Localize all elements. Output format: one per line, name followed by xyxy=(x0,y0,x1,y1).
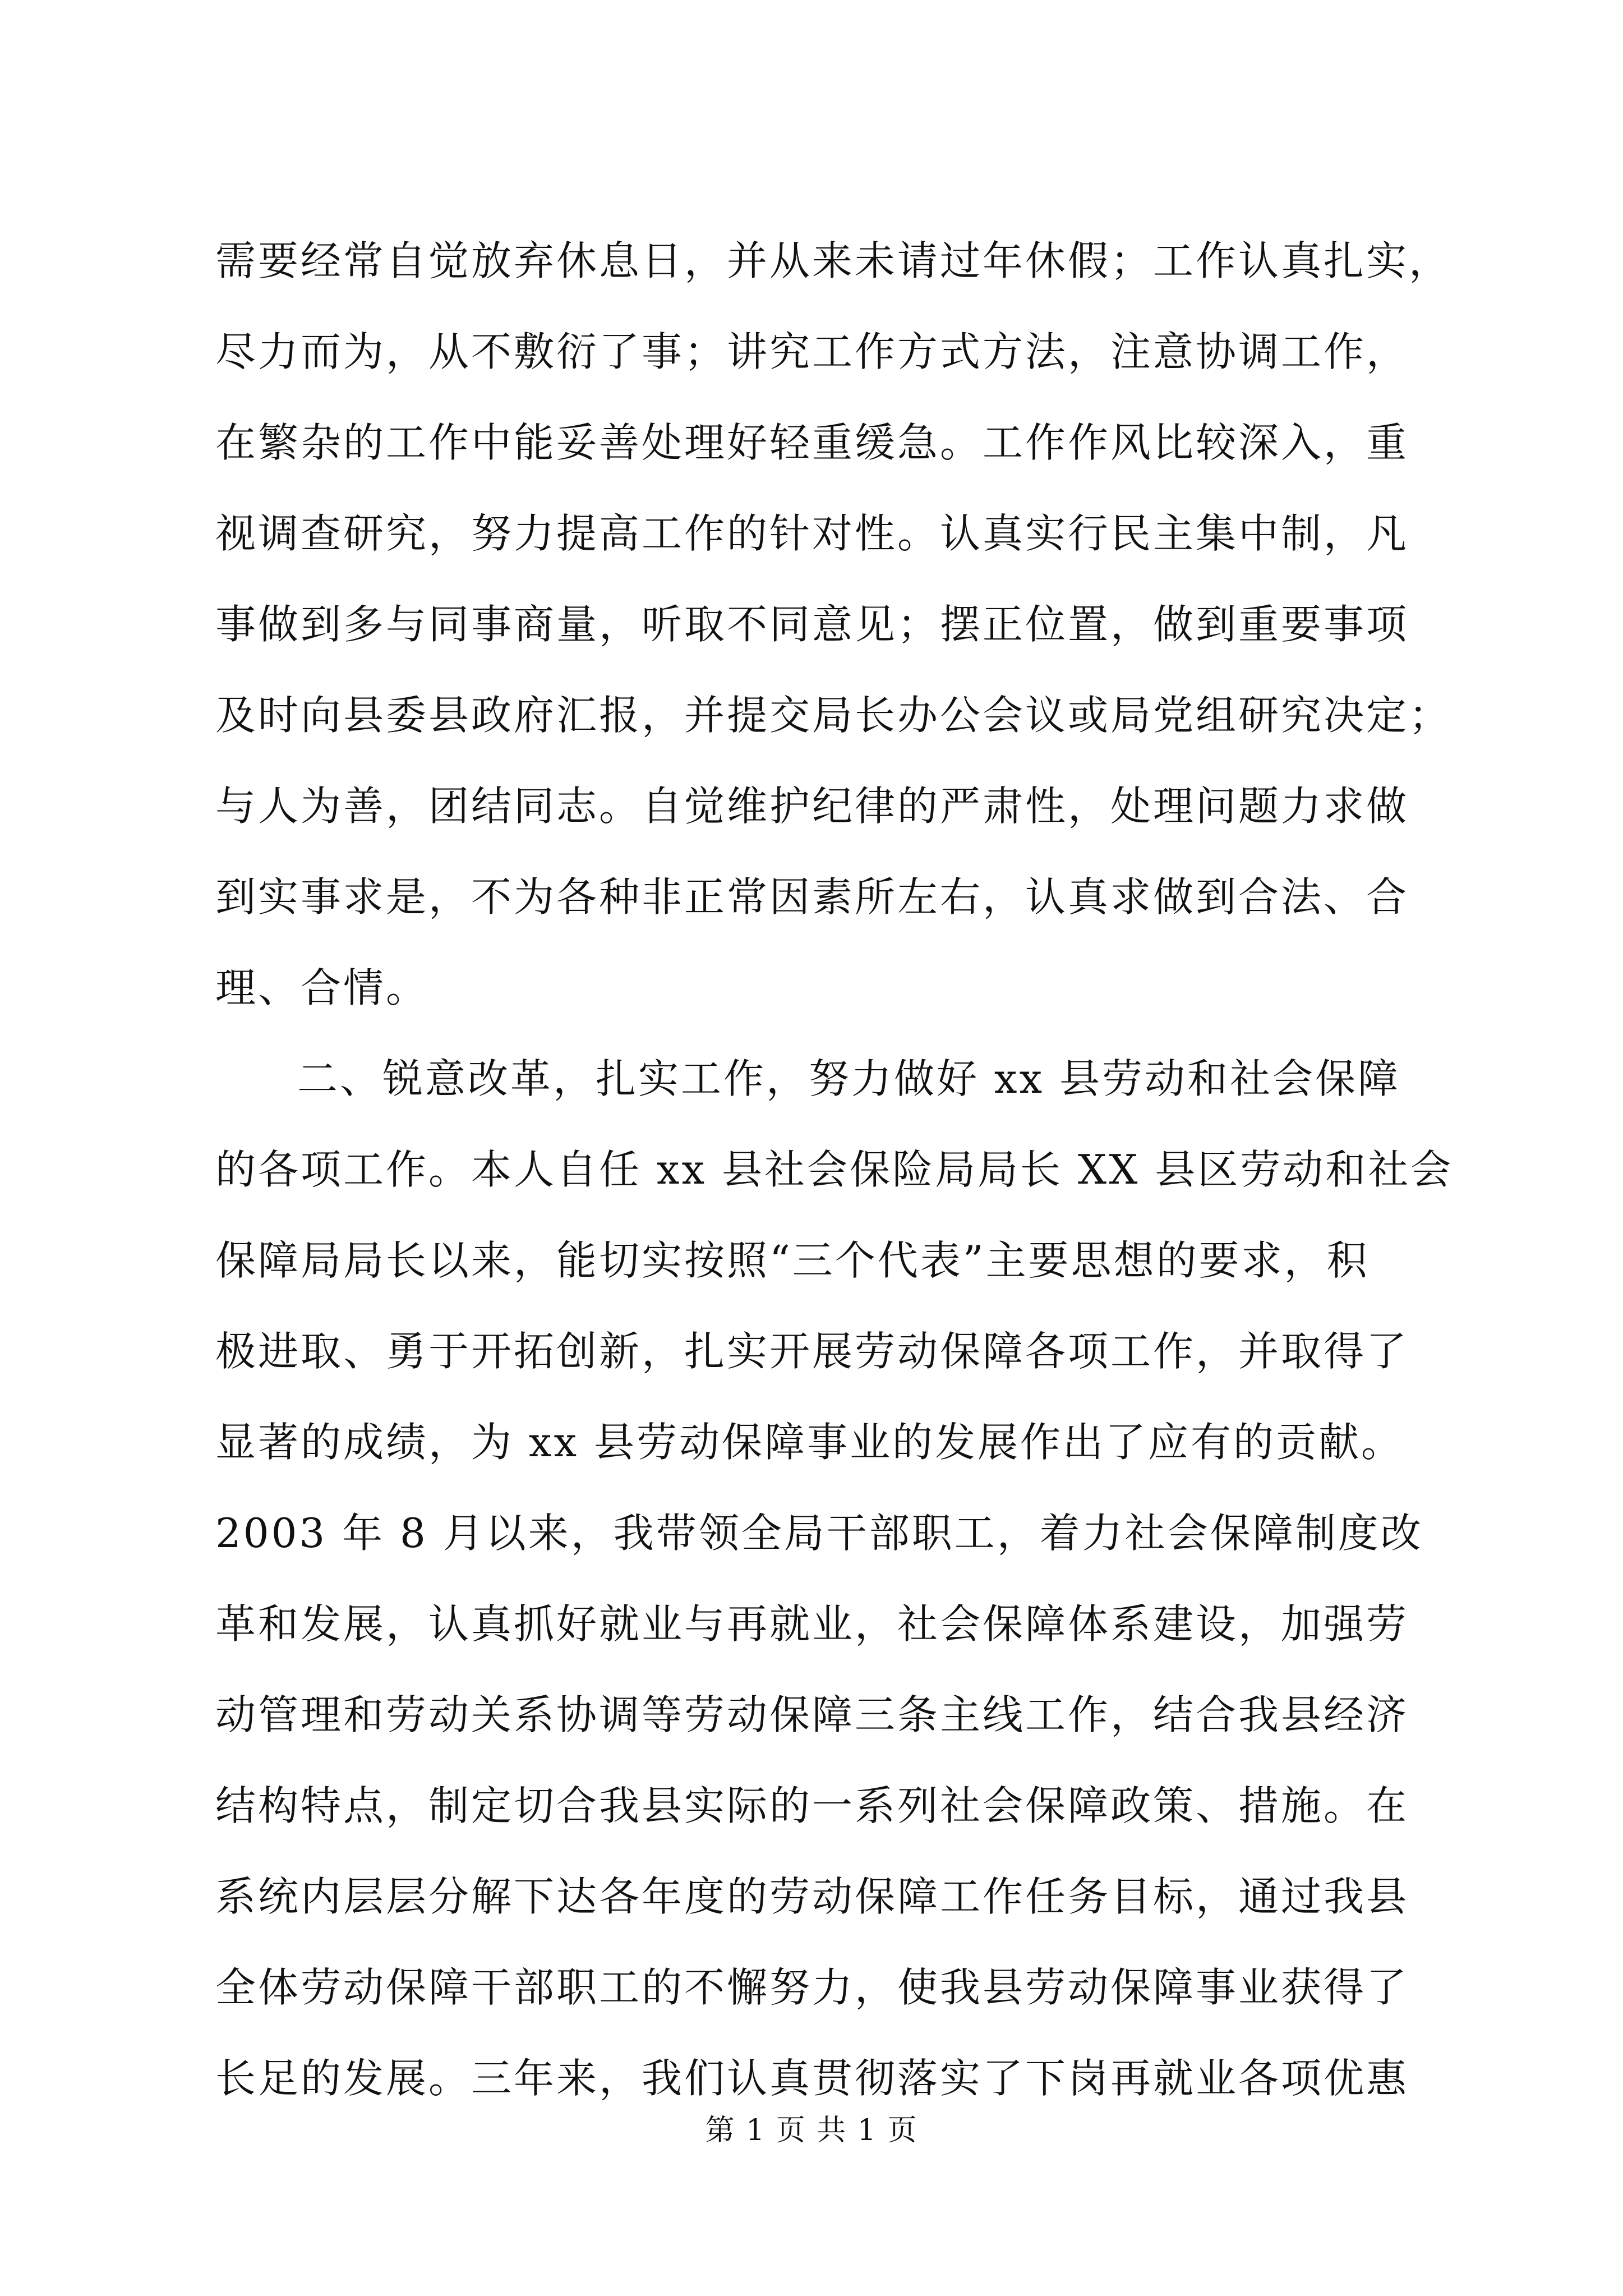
page-number: 第 1 页 共 1 页 xyxy=(705,2114,918,2147)
text-line: 显著的成绩，为 xx 县劳动保障事业的发展作出了应有的贡献。 xyxy=(215,1419,1404,1466)
text-line: 与人为善，团结同志。自觉维护纪律的严肃性，处理问题力求做 xyxy=(215,783,1409,830)
text-line: 极进取、勇于开拓创新，扎实开展劳动保障各项工作，并取得了 xyxy=(215,1328,1409,1375)
text-line: 理、合情。 xyxy=(215,964,429,1011)
text-line: 尽力而为，从不敷衍了事；讲究工作方式方法，注意协调工作， xyxy=(215,328,1409,375)
paragraph-start-line: 二、锐意改革，扎实工作，努力做好 xx 县劳动和社会保障 xyxy=(297,1055,1400,1102)
text-line: 及时向县委县政府汇报，并提交局长办公会议或局党组研究决定； xyxy=(215,692,1452,739)
text-line: 2003 年 8 月以来，我带领全局干部职工，着力社会保障制度改 xyxy=(215,1510,1423,1557)
text-line: 革和发展，认真抓好就业与再就业，社会保障体系建设，加强劳 xyxy=(215,1600,1409,1648)
text-line: 需要经常自觉放弃休息日，并从来未请过年休假；工作认真扎实， xyxy=(215,237,1452,284)
text-line: 事做到多与同事商量，听取不同意见；摆正位置，做到重要事项 xyxy=(215,601,1409,648)
page-footer xyxy=(0,2106,1623,2148)
text-line: 动管理和劳动关系协调等劳动保障三条主线工作，结合我县经济 xyxy=(215,1691,1409,1738)
text-line: 全体劳动保障干部职工的不懈努力，使我县劳动保障事业获得了 xyxy=(215,1964,1409,2011)
text-line: 视调查研究，努力提高工作的针对性。认真实行民主集中制，凡 xyxy=(215,510,1409,557)
text-line: 的各项工作。本人自任 xx 县社会保险局局长 XX 县区劳动和社会 xyxy=(215,1146,1454,1193)
document-body xyxy=(215,215,1454,2124)
text-line: 到实事求是，不为各种非正常因素所左右，认真求做到合法、合 xyxy=(215,873,1409,921)
text-line: 在繁杂的工作中能妥善处理好轻重缓急。工作作风比较深入，重 xyxy=(215,419,1409,466)
text-line: 结构特点，制定切合我县实际的一系列社会保障政策、措施。在 xyxy=(215,1782,1409,1829)
text-line: 长足的发展。三年来，我们认真贯彻落实了下岗再就业各项优惠 xyxy=(215,2055,1409,2102)
text-line: 系统内层层分解下达各年度的劳动保障工作任务目标，通过我县 xyxy=(215,1873,1409,1920)
text-line: 保障局局长以来，能切实按照“三个代表”主要思想的要求，积 xyxy=(215,1237,1370,1284)
